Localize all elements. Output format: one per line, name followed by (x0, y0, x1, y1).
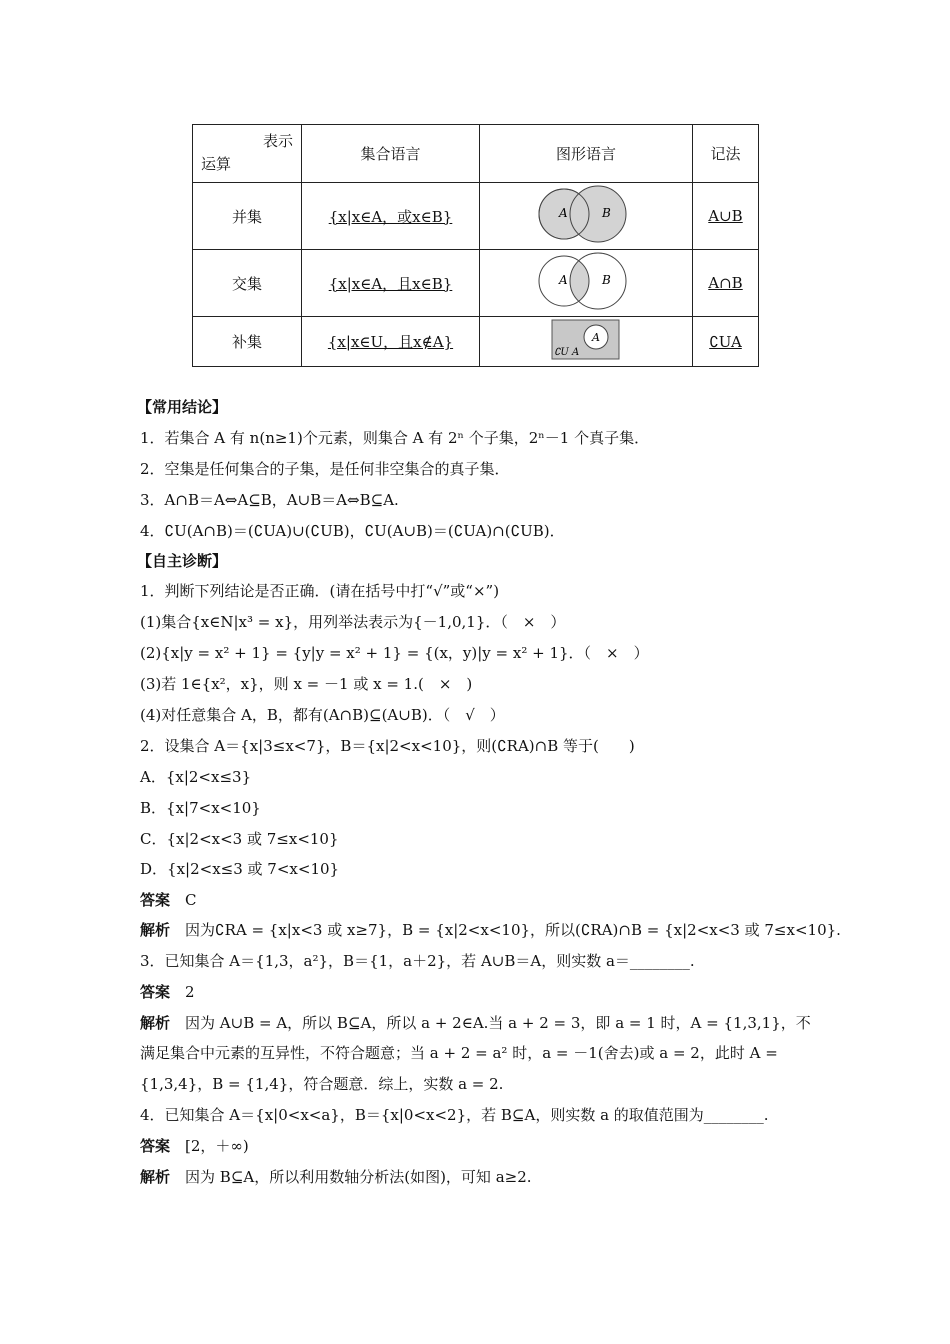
venn-label-a: A (559, 206, 568, 220)
answer-value: 2 (185, 983, 195, 1001)
question-3: 3．已知集合 A＝{1,3，a²}，B＝{1，a＋2}，若 A∪B＝A，则实数 a＝________. (140, 952, 695, 970)
table-row (193, 250, 759, 317)
header-set-language: 集合语言 (302, 125, 480, 183)
intersection-diagram-cell (480, 250, 693, 317)
option-c: C．{x|2<x<3 或 7≤x<10} (140, 830, 339, 848)
explanation-label: 解析 (140, 921, 171, 939)
union-diagram-cell (480, 183, 693, 250)
question-1-1: (1)集合{x∈N|x³ = x}，用列举法表示为{－1,0,1}．（ × ） (140, 613, 566, 631)
explanation-text: 因为∁RA = {x|x<3 或 x≥7}，B = {x|2<x<10}，所以(∁RA)∩B = {x|2<x<3 或 7≤x<10}. (185, 921, 841, 939)
table-header-row (193, 125, 759, 183)
answer-3 (140, 982, 195, 1002)
question-4: 4．已知集合 A＝{x|0<x<a}，B＝{x|0<x<2}，若 B⊆A，则实数 a 的取值范围为________. (140, 1106, 769, 1124)
explanation-2 (140, 920, 841, 940)
venn-label-a: A (559, 273, 568, 287)
corner-cell (193, 125, 302, 183)
venn-label-b: B (602, 273, 611, 287)
notation: ∁UA (709, 332, 742, 351)
corner-bottom-label: 运算 (201, 155, 232, 173)
option-b: B．{x|7<x<10} (140, 799, 261, 817)
op-name: 并集 (193, 183, 302, 250)
header-graph-language: 图形语言 (480, 125, 693, 183)
op-name: 交集 (193, 250, 302, 317)
corner-top-label: 表示 (262, 132, 293, 150)
question-1-3: (3)若 1∈{x²，x}，则 x = －1 或 x = 1.( × ) (140, 675, 473, 693)
set-language: {x|x∈A，或x∈B} (328, 207, 453, 226)
notation: A∩B (708, 274, 743, 292)
conclusion-1: 1．若集合 A 有 n(n≥1)个元素，则集合 A 有 2ⁿ 个子集，2ⁿ－1 个真子集． (140, 429, 650, 447)
answer-4 (140, 1136, 249, 1156)
common-conclusions-title: 【常用结论】 (137, 398, 228, 416)
complement-diagram-cell (480, 317, 693, 367)
table-row (193, 183, 759, 250)
question-2: 2．设集合 A＝{x|3≤x<7}，B＝{x|2<x<10}，则(∁RA)∩B 等于( ) (140, 737, 635, 755)
venn-label-complement: ∁U A (554, 346, 580, 358)
option-d: D．{x|2<x≤3 或 7<x<10} (140, 860, 340, 878)
table-row (193, 317, 759, 367)
explanation-label: 解析 (140, 1168, 171, 1186)
complement-venn-diagram (550, 318, 622, 362)
header-notation: 记法 (693, 125, 759, 183)
set-language: {x|x∈U，且x∉A} (327, 333, 454, 351)
explanation-4 (140, 1167, 532, 1187)
explanation-3-line-3: {1,3,4}，B = {1,4}，符合题意．综上，实数 a = 2. (140, 1075, 504, 1093)
conclusion-4: 4．∁U(A∩B)＝(∁UA)∪(∁UB)，∁U(A∪B)＝(∁UA)∩(∁UB)． (140, 522, 565, 540)
venn-label-b: B (602, 206, 611, 220)
answer-label: 答案 (140, 891, 171, 909)
question-1: 1．判断下列结论是否正确．(请在括号中打“√”或“×”) (140, 582, 500, 600)
explanation-text: 因为 A∪B = A，所以 B⊆A，所以 a + 2∈A.当 a + 2 = 3，即 a = 1 时，A = {1,3,1}，不 (185, 1014, 811, 1032)
set-language: {x|x∈A，且x∈B} (328, 274, 453, 293)
answer-label: 答案 (140, 983, 171, 1001)
op-name: 补集 (193, 317, 302, 367)
explanation-text: 因为 B⊆A，所以利用数轴分析法(如图)，可知 a≥2. (185, 1168, 532, 1186)
venn-label-a: A (592, 330, 600, 344)
explanation-3-line-1 (140, 1013, 811, 1033)
answer-value: [2，＋∞) (185, 1137, 249, 1155)
self-diagnosis-title: 【自主诊断】 (137, 552, 228, 570)
notation: A∪B (708, 207, 743, 225)
question-1-2: (2){x|y = x² + 1} = {y|y = x² + 1} = {(x，y)|y = x² + 1}．（ × ） (140, 644, 649, 662)
set-operations-table (192, 124, 759, 367)
intersection-venn-diagram (516, 251, 656, 311)
conclusion-3: 3．A∩B＝A⇔A⊆B，A∪B＝A⇔B⊆A. (140, 491, 399, 509)
explanation-label: 解析 (140, 1014, 171, 1032)
answer-value: C (185, 891, 197, 909)
answer-label: 答案 (140, 1137, 171, 1155)
question-1-4: (4)对任意集合 A，B，都有(A∩B)⊆(A∪B)．（ √ ） (140, 706, 505, 724)
explanation-3-line-2: 满足集合中元素的互异性，不符合题意；当 a + 2 = a² 时，a = －1(舍去)或 a = 2，此时 A = (140, 1044, 778, 1062)
conclusion-2: 2．空集是任何集合的子集，是任何非空集合的真子集． (140, 460, 510, 478)
union-venn-diagram (516, 184, 656, 244)
answer-2 (140, 890, 197, 910)
option-a: A．{x|2<x≤3} (140, 768, 252, 786)
